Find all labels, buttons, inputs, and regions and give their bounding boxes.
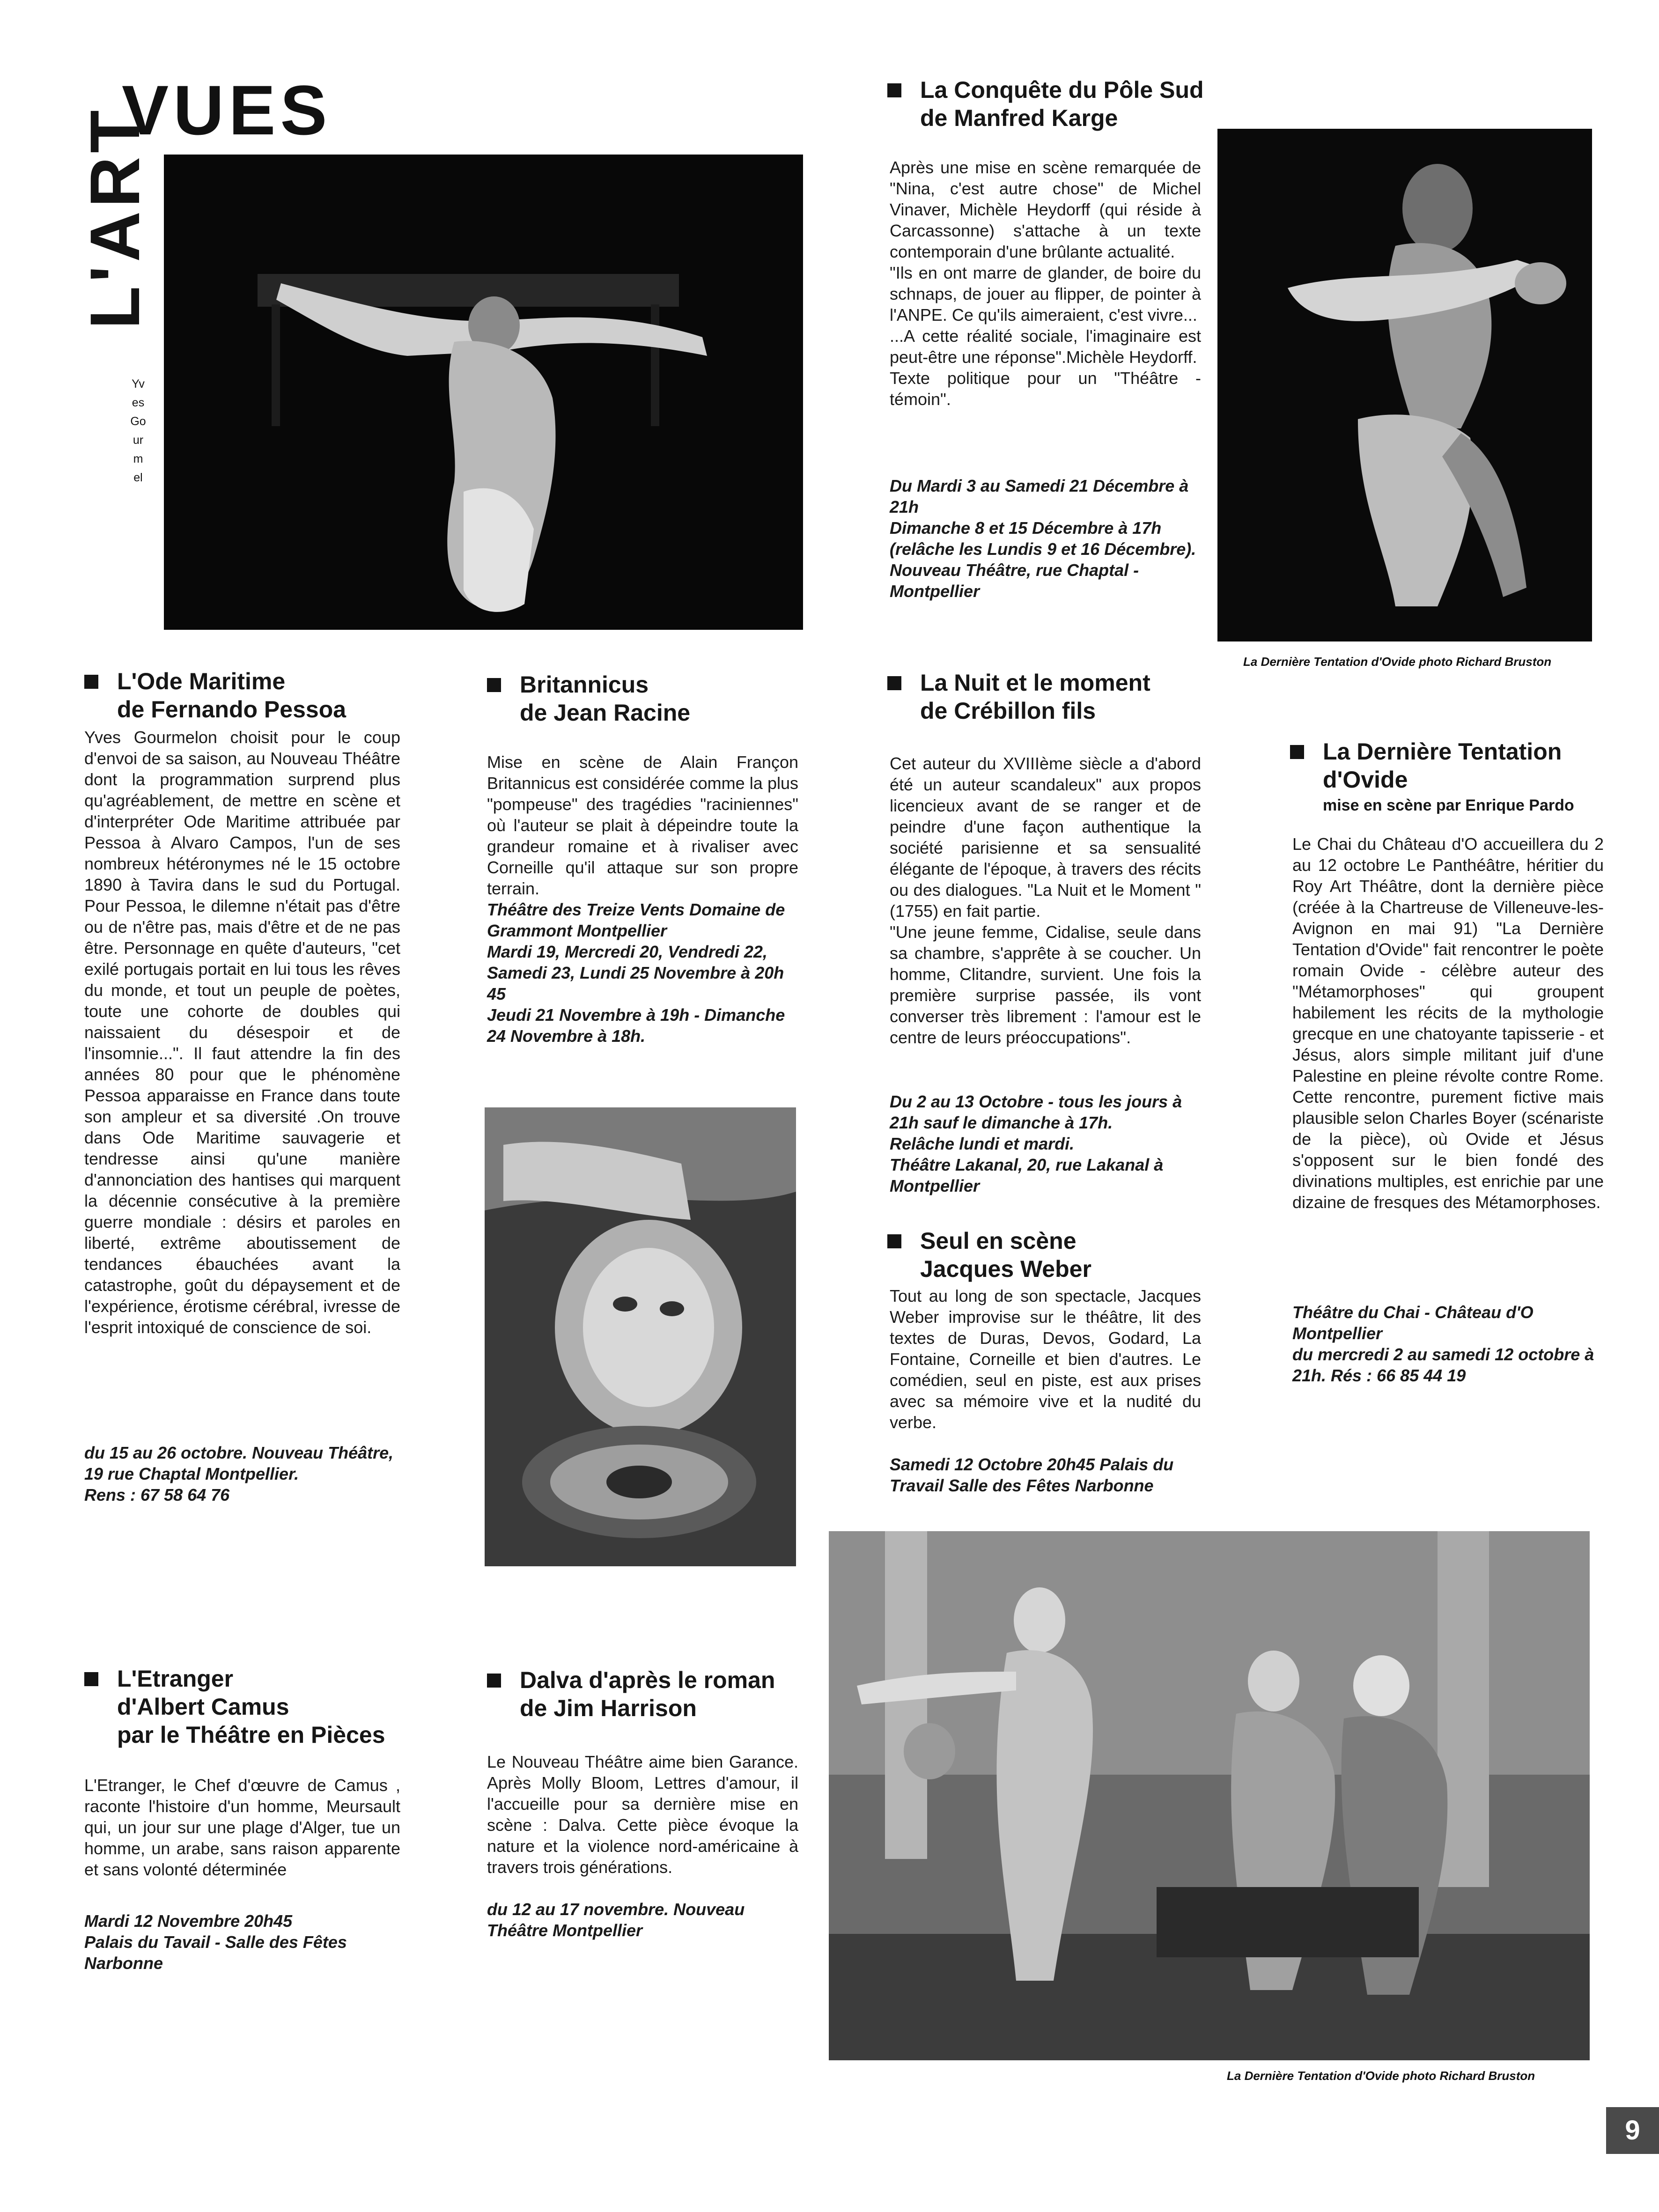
article-heading-derniere-tentation <box>1290 737 1627 817</box>
section-title-lart <box>70 103 159 332</box>
page-number: 9 <box>1606 2107 1659 2154</box>
section-title-lart-text: L'ART <box>75 106 154 329</box>
article-info-nuit-moment <box>890 1091 1201 1196</box>
article-title: Britannicus de Jean Racine <box>520 671 691 726</box>
article-paragraph: Cet auteur du XVIIIème siècle a d'abord été un auteur scandaleux" aux propos licencieux avant de se ranger et de peindre d'une façon authentique la société parisienne et sa sensualité élégante de l'époque, à travers des récits ou des dialogues. "La Nuit et le Moment "(1755) en fait partie. <box>890 754 1201 921</box>
article-body-derniere-tentation <box>1292 833 1604 1213</box>
article-paragraph: ...A cette réalité sociale, l'imaginaire est peut-être une réponse".Michèle Heydorff. <box>890 326 1201 367</box>
bullet-square-icon <box>487 1674 501 1688</box>
article-info-line: Jeudi 21 Novembre à 19h - Dimanche 24 Novembre à 18h. <box>487 1005 785 1046</box>
article-body-nuit-moment <box>890 753 1201 1048</box>
photo-caption-bottom: La Dernière Tentation d'Ovide photo Richard Bruston <box>1227 2069 1535 2083</box>
article-title: L'Etranger d'Albert Camus par le Théâtre en Pièces <box>117 1666 385 1748</box>
article-info-line: Dimanche 8 et 15 Décembre à 17h (relâche les Lundis 9 et 16 Décembre). <box>890 518 1196 559</box>
bullet-square-icon <box>487 678 501 692</box>
article-paragraph: Mise en scène de Alain Françon Britannicus est considérée comme la plus "pompeuse" des tragédies "raciniennes" où l'auteur se plait à dépeindre toute la grandeur romaine et à rivaliser avec Corneille qu'il attaque sur son propre terrain. <box>487 752 798 898</box>
article-title: Seul en scène Jacques Weber <box>920 1228 1091 1282</box>
article-info-line: Rens : 67 58 64 76 <box>84 1485 230 1504</box>
article-title: La Dernière Tentation d'Ovide <box>1323 738 1562 793</box>
article-paragraph: Le Nouveau Théâtre aime bien Garance. Après Molly Bloom, Lettres d'amour, il l'accueille pour sa dernière mise en scène : Dalva. Cette pièce évoque la nature et la violence nord-américaine à travers trois générations. <box>487 1752 798 1877</box>
article-heading-pole-sud <box>887 76 1206 132</box>
article-paragraph: "Ils en ont marre de glander, de boire du schnaps, de jouer au flipper, de pointer à l'ANPE. Ce qu'ils aimeraient, c'est vivre... <box>890 263 1201 324</box>
article-title: La Nuit et le moment de Crébillon fils <box>920 670 1150 724</box>
article-heading-seul-en-scene <box>887 1227 1206 1283</box>
photo-caption-top: La Dernière Tentation d'Ovide photo Richard Bruston <box>1243 655 1552 669</box>
photo-dalva-fresco <box>485 1107 796 1566</box>
article-title: L'Ode Maritime de Fernando Pessoa <box>117 668 347 723</box>
article-info-line: du 12 au 17 novembre. Nouveau Théâtre Montpellier <box>487 1900 745 1940</box>
article-info-line: Narbonne <box>84 1954 163 1973</box>
article-title: La Conquête du Pôle Sud de Manfred Karge <box>920 77 1204 131</box>
photo-tentation-ovide-top <box>1217 129 1592 641</box>
bullet-square-icon <box>887 83 901 97</box>
article-info-line: Du 2 au 13 Octobre - tous les jours à 21h sauf le dimanche à 17h. <box>890 1092 1182 1132</box>
article-paragraph: Le Chai du Château d'O accueillera du 2 au 12 octobre Le Panthéâtre, héritier du Roy Art Théâtre, dont la dernière pièce (créée à la Chartreuse de Villeneuve-les-Avignon en mai 91) "La Dernière Tentation d'Ovide" fait rencontrer le poète romain Ovide - célèbre auteur des "Métamorphoses" qui groupent habilement les récits de la mythologie grecque en une chatoyante tapisserie - et Jésus, alors simple militant juif d'une Palestine en pleine révolte contre Rome. Cette rencontre, purement fictive mais plausible selon Charles Boyer (scénariste de la pièce), où Ovide et Jésus s'opposent sur le bien fondé des divinations multiples, est enrichie par une dizaine de fresques des Métamorphoses. <box>1292 834 1604 1212</box>
article-paragraph: "Une jeune femme, Cidalise, seule dans sa chambre, s'apprête à se coucher. Un homme, Clitandre, survient. Une fois la première surprise passée, ils vont converser très librement : l'amour est le centre de leurs préoccupations". <box>890 922 1201 1047</box>
article-info-britannicus <box>487 899 798 1047</box>
article-info-line: Mardi 19, Mercredi 20, Vendredi 22, Samedi 23, Lundi 25 Novembre à 20h 45 <box>487 942 784 1003</box>
article-info-pole-sud <box>890 475 1201 602</box>
article-info-ode-maritime <box>84 1442 400 1505</box>
article-heading-ode-maritime <box>84 667 412 723</box>
bullet-square-icon <box>84 675 98 689</box>
article-info-line: du mercredi 2 au samedi 12 octobre à 21h. Rés : 66 85 44 19 <box>1292 1345 1594 1385</box>
bullet-square-icon <box>887 676 901 690</box>
article-info-derniere-tentation <box>1292 1302 1604 1386</box>
article-heading-britannicus <box>487 671 791 727</box>
article-paragraph: Yves Gourmelon choisit pour le coup d'envoi de sa saison, au Nouveau Théâtre dont la programmation surprend plus qu'agréablement, de mettre en scène et d'interpréter Ode Maritime attribuée par Pessoa à Alvaro Campos, l'un de ses nombreux hétéronymes né le 15 octobre 1890 à Tavira dans le sud du Portugal. Pour Pessoa, le dilemne n'était pas d'être ou de n'être pas, mais d'être et de ne pas être. Personnage en quête d'auteurs, "cet exilé portugais portait en lui tous les rêves du monde, et tout un peuple de poètes, toute une cohorte de doubles qui naissaient du désespoir et de l'insomnie...". Il faut attendre la fin des années 80 pour que le phénomène Pessoa apparaisse en France dans toute son ampleur et sa diversité .On trouve dans Ode Maritime sauvagerie et tendresse ainsi qu'une manière d'annonciation des hantises qui marquent la décennie consécutive à la première guerre mondiale : désirs et paroles en liberté, extrême aboutissement de tendances ébauchées avant la catastrophe, goût du dépaysement et de l'expérience, érotisme cérébral, ivresse de l'esprit intoxiqué de conscience de soi. <box>84 728 400 1337</box>
article-info-etranger <box>84 1910 400 1974</box>
photo-credit-vertical: Yves Gourmel <box>130 377 146 484</box>
article-info-line: Théâtre des Treize Vents Domaine de Grammont Montpellier <box>487 900 785 940</box>
article-paragraph: Après une mise en scène remarquée de "Nina, c'est autre chose" de Michel Vinaver, Michèle Heydorff (qui réside à Carcassonne) s'attache à un texte contemporain d'une brûlante actualité. <box>890 158 1201 261</box>
article-body-ode-maritime <box>84 727 400 1338</box>
photo-tentation-ovide-bottom <box>829 1531 1590 2060</box>
article-body-pole-sud <box>890 157 1201 410</box>
article-info-line: du 15 au 26 octobre. Nouveau Théâtre, 19 rue Chaptal Montpellier. <box>84 1443 394 1483</box>
article-heading-dalva <box>487 1666 815 1722</box>
bullet-square-icon <box>84 1672 98 1686</box>
article-title: Dalva d'après le roman de Jim Harrison <box>520 1667 775 1721</box>
article-info-line: Nouveau Théâtre, rue Chaptal - Montpellier <box>890 560 1139 601</box>
article-info-line: Palais du Tavail - Salle des Fêtes <box>84 1932 347 1952</box>
bullet-square-icon <box>887 1234 901 1248</box>
article-info-line: Théâtre Lakanal, 20, rue Lakanal à Montpellier <box>890 1155 1164 1195</box>
article-paragraph: L'Etranger, le Chef d'œuvre de Camus , raconte l'histoire d'un homme, Meursault qui, un jour sur une plage d'Alger, tue un homme, un arabe, sans raison apparente et sans volonté déterminée <box>84 1776 400 1879</box>
article-info-line: Samedi 12 Octobre 20h45 Palais du Travail Salle des Fêtes Narbonne <box>890 1455 1174 1495</box>
section-title-vues: VUES <box>122 71 332 149</box>
article-heading-etranger <box>84 1665 412 1749</box>
article-body-dalva <box>487 1751 798 1878</box>
article-info-dalva <box>487 1899 798 1941</box>
article-info-line: Relâche lundi et mardi. <box>890 1134 1075 1153</box>
article-subtitle: mise en scène par Enrique Pardo <box>1323 796 1574 814</box>
photo-ode-maritime <box>164 155 803 630</box>
article-info-seul-en-scene <box>890 1454 1201 1496</box>
article-info-line: Du Mardi 3 au Samedi 21 Décembre à 21h <box>890 476 1189 516</box>
article-heading-nuit-moment <box>887 669 1206 725</box>
article-paragraph: Texte politique pour un "Théâtre - témoin". <box>890 369 1201 409</box>
article-body-seul-en-scene <box>890 1285 1201 1433</box>
article-info-line: Théâtre du Chai - Château d'O Montpellier <box>1292 1303 1534 1343</box>
article-paragraph: Tout au long de son spectacle, Jacques Weber improvise sur le théâtre, lit des textes de Duras, Devos, Godard, La Fontaine, Corneille et bien d'autres. Le comédien, seul en piste, est aux prises avec sa mémoire vive et la nudité du verbe. <box>890 1286 1201 1432</box>
article-info-line: Mardi 12 Novembre 20h45 <box>84 1911 293 1931</box>
bullet-square-icon <box>1290 745 1304 759</box>
article-body-etranger <box>84 1775 400 1880</box>
article-body-britannicus <box>487 752 798 899</box>
